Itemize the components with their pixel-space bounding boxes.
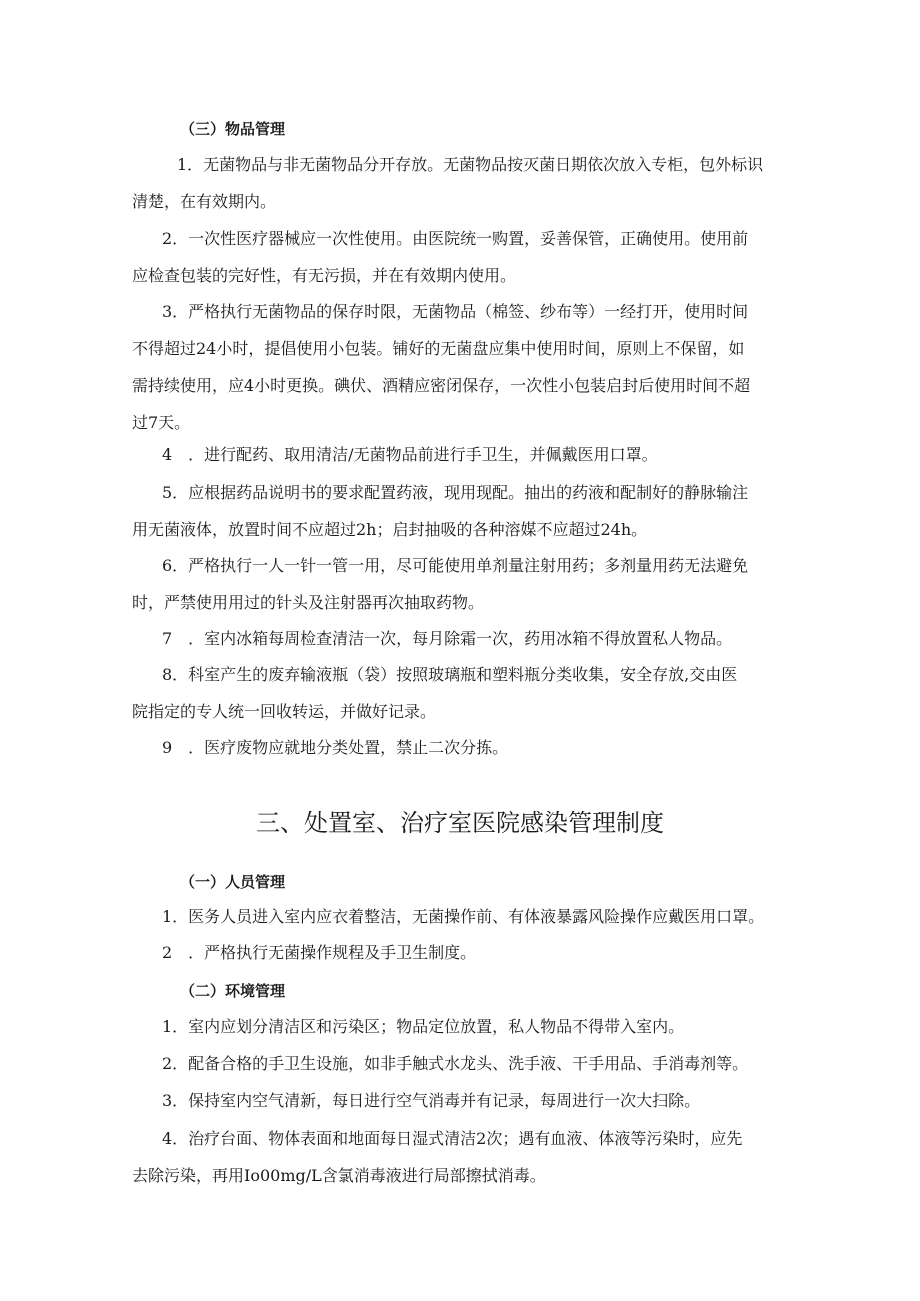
section-heading-items: （三）物品管理 [180, 120, 286, 138]
paragraph-item-3 [132, 293, 797, 441]
text-line: 应检查包装的完好性，有无污损，并在有效期内使用。 [132, 266, 517, 285]
text-line: 6．严格执行一人一针一管一用，尽可能使用单剂量注射用药；多剂量用药无法避免 [162, 556, 749, 575]
paragraph-item-1 [132, 146, 797, 220]
section-heading-environment: （二）环境管理 [180, 982, 286, 1000]
text-line: 不得超过24小时，提倡使用小包装。铺好的无菌盘应集中使用时间，原则上不保留，如 [132, 339, 745, 358]
paragraph-item-9 [132, 729, 797, 766]
text-line: 4．治疗台面、物体表面和地面每日湿式清洁2次；遇有血液、体液等污染时，应先 [162, 1129, 743, 1148]
text-line: 1．医务人员进入室内应衣着整洁，无菌操作前、有体液暴露风险操作应戴医用口罩。 [162, 907, 765, 926]
text-line: 5．应根据药品说明书的要求配置药液，现用现配。抽出的药液和配制好的静脉输注 [162, 483, 749, 502]
paragraph-item-5 [132, 474, 797, 548]
text-line: 清楚，在有效期内。 [132, 192, 277, 211]
paragraph-item-8 [132, 656, 797, 730]
text-line: 去除污染，再用Io00mg/L含氯消毒液进行局部擦拭消毒。 [132, 1166, 546, 1185]
paragraph-item-2 [132, 220, 797, 294]
text-line: 1．无菌物品与非无菌物品分开存放。无菌物品按灭菌日期依次放入专柜，包外标识 [177, 155, 764, 174]
text-line: 用无菌液体，放置时间不应超过2h；启封抽吸的各种溶媒不应超过24h。 [132, 520, 648, 539]
paragraph-personnel-1 [132, 898, 797, 935]
text-line: 3．严格执行无菌物品的保存时限，无菌物品（棉签、纱布等）一经打开，使用时间 [162, 302, 749, 321]
text-line: 2 ．严格执行无菌操作规程及手卫生制度。 [162, 943, 477, 962]
text-line: 8．科室产生的废弃输液瓶（袋）按照玻璃瓶和塑料瓶分类收集，安全存放,交由医 [162, 665, 738, 684]
text-line: 1．室内应划分清洁区和污染区；物品定位放置，私人物品不得带入室内。 [162, 1017, 685, 1036]
paragraph-item-4 [132, 436, 797, 473]
paragraph-environment-4 [132, 1120, 797, 1194]
text-line: 过7天。 [132, 413, 191, 432]
paragraph-environment-3 [132, 1082, 797, 1119]
paragraph-item-6 [132, 547, 797, 621]
paragraph-environment-1 [132, 1008, 797, 1045]
text-line: 需持续使用，应4小时更换。碘伏、酒精应密闭保存，一次性小包装启封后使用时间不超 [132, 376, 751, 395]
chapter-title: 三、处置室、治疗室医院感染管理制度 [256, 809, 664, 837]
text-line: 2．配备合格的手卫生设施，如非手触式水龙头、洗手液、干手用品、手消毒剂等。 [162, 1054, 749, 1073]
text-line: 2．一次性医疗器械应一次性使用。由医院统一购置，妥善保管，正确使用。使用前 [162, 229, 749, 248]
text-line: 3．保持室内空气清新，每日进行空气消毒并有记录，每周进行一次大扫除。 [162, 1091, 701, 1110]
text-line: 9 ．医疗废物应就地分类处置，禁止二次分拣。 [162, 738, 509, 757]
paragraph-item-7 [132, 620, 797, 657]
text-line: 7 ．室内冰箱每周检查清洁一次，每月除霜一次，药用冰箱不得放置私人物品。 [162, 629, 733, 648]
text-line: 时，严禁使用用过的针头及注射器再次抽取药物。 [132, 593, 485, 612]
paragraph-environment-2 [132, 1045, 797, 1082]
paragraph-personnel-2 [132, 934, 797, 971]
section-heading-personnel: （一）人员管理 [180, 873, 286, 891]
text-line: 院指定的专人统一回收转运，并做好记录。 [132, 702, 437, 721]
text-line: 4 ．进行配药、取用清洁/无菌物品前进行手卫生，并佩戴医用口罩。 [162, 445, 658, 464]
